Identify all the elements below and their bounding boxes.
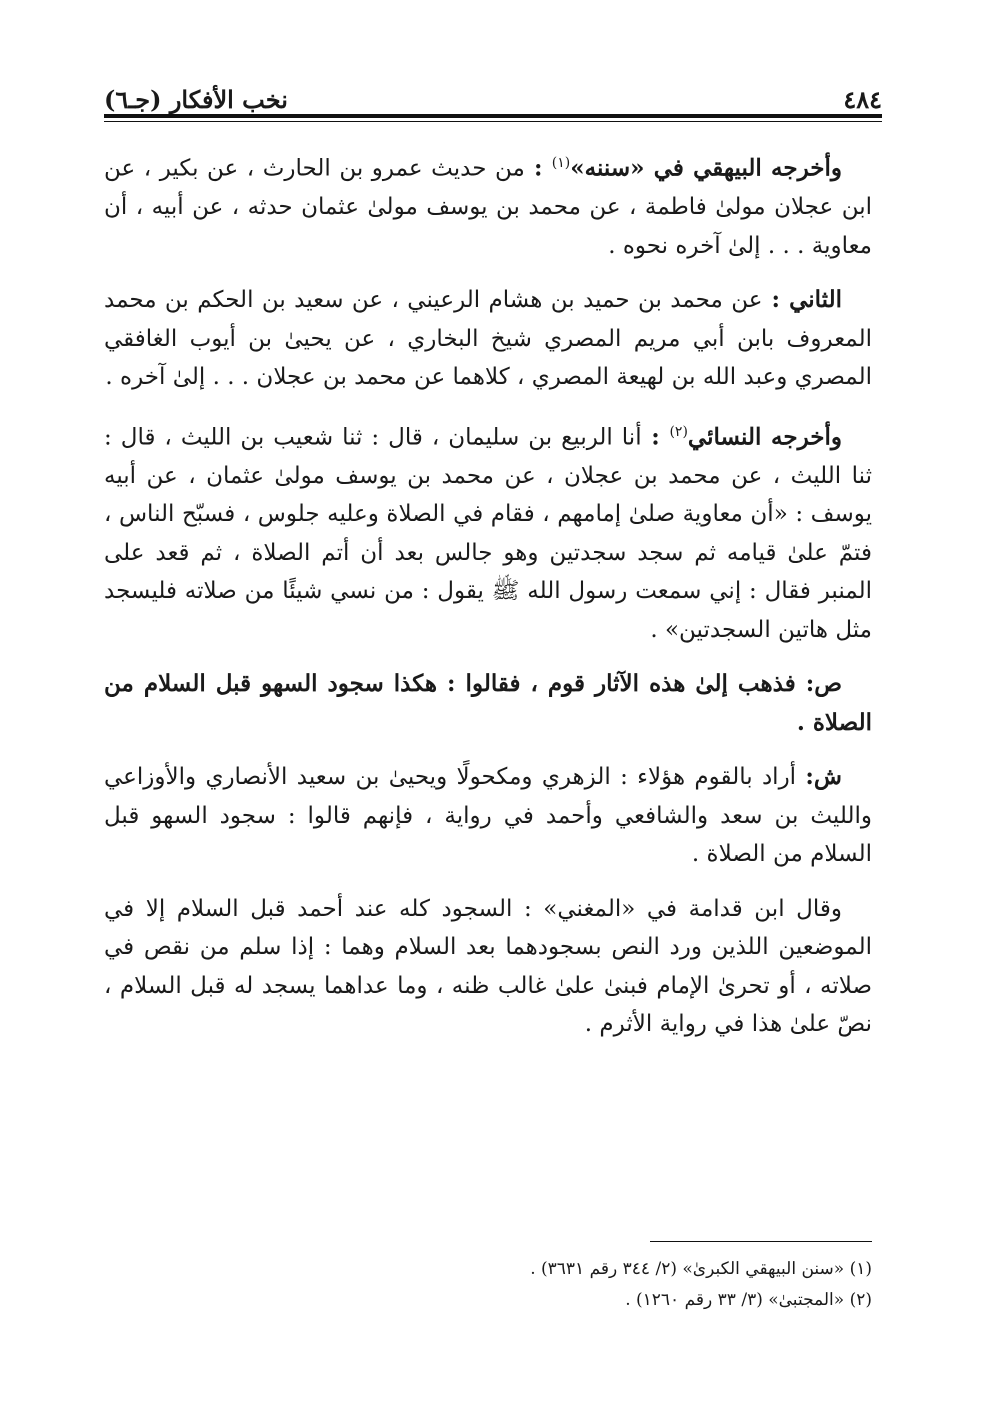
paragraph	[104, 144, 872, 265]
paragraph-lead: الثاني	[789, 286, 842, 314]
paragraph	[104, 758, 872, 874]
paragraph-text: وقال ابن قدامة في «المغني» : السجود كله عند أحمد قبل السلام إلا في الموضعين اللذين ورد النص بسجودهما بعد السلام وهما : إذا سلم من نقص في صلاته ، أو تحرىٰ الإمام فبنىٰ علىٰ غالب ظنه ، وما عداهما يسجد له قبل السلام ، نصّ علىٰ هذا في رواية الأثرم .	[104, 895, 872, 1038]
paragraph-lead: وأخرجه النسائي	[687, 423, 842, 451]
paragraph-lead: وأخرجه البيهقي في «سننه»	[570, 154, 843, 182]
paragraph	[104, 281, 872, 397]
header-rule-thick	[104, 114, 882, 118]
paragraph-text: أنا الربيع بن سليمان ، قال : ثنا شعيب بن الليث ، قال : ثنا الليث ، عن محمد بن عجلان ، عن محمد بن يوسف مولىٰ عثمان ، عن أبيه يوسف : «أن معاوية صلىٰ إمامهم ، فقام في الصلاة وعليه جلوس ، فسبّح الناس ، فتمّ علىٰ قيامه ثم سجد سجدتين وهو جالس بعد أن أتم الصلاة ، ثم قعد على المنبر فقال : إني سمعت رسول الله ﷺ يقول : من نسي شيئًا من صلاته فليسجد مثل هاتين السجدتين» .	[104, 424, 872, 643]
header-rule-thin	[104, 121, 882, 122]
paragraph	[104, 665, 872, 742]
paragraph-lead: ش:	[805, 763, 842, 791]
paragraph-text: من حديث عمرو بن الحارث ، عن بكير ، عن ابن عجلان مولىٰ فاطمة ، عن محمد بن يوسف مولىٰ عثمان حدثه ، عن أبيه ، أن معاوية . . . إلىٰ آخره نحوه .	[104, 155, 872, 259]
footnote: (٢) «المجتبىٰ» (٣/ ٣٣ رقم ١٢٦٠) .	[625, 1290, 872, 1310]
book-title: نخب الأفكار (جـ٦)	[104, 85, 288, 114]
paragraph	[104, 413, 872, 650]
main-text	[104, 144, 872, 1060]
footnote-ref: (١)	[551, 155, 571, 171]
page-header	[104, 70, 882, 114]
paragraph-text: أراد بالقوم هؤلاء : الزهري ومكحولًا ويحيىٰ بن سعيد الأنصاري والأوزاعي والليث بن سعد والشافعي وأحمد في رواية ، فإنهم قالوا : سجود السهو قبل السلام من الصلاة .	[104, 764, 872, 868]
paragraph	[104, 890, 872, 1044]
footnote: (١) «سنن البيهقي الكبرىٰ» (٢/ ٣٤٤ رقم ٣٦٣١) .	[530, 1259, 872, 1279]
paragraph-separator: :	[524, 154, 552, 182]
footnotes	[104, 1254, 872, 1316]
paragraph-separator: :	[762, 286, 790, 314]
footnote-ref: (٢)	[669, 423, 688, 440]
footnote-rule	[650, 1241, 872, 1242]
page-number: ٤٨٤	[843, 85, 882, 114]
paragraph-separator: :	[641, 423, 670, 451]
paragraph-text: عن محمد بن حميد بن هشام الرعيني ، عن سعيد بن الحكم بن محمد المعروف بابن أبي مريم المصري شيخ البخاري ، عن يحيىٰ بن أيوب الغافقي المصري وعبد الله بن لهيعة المصري ، كلاهما عن محمد بن عجلان . . . إلىٰ آخره .	[104, 287, 872, 391]
paragraph-lead: ص: فذهب إلىٰ هذه الآثار قوم ، فقالوا : هكذا سجود السهو قبل السلام من الصلاة .	[104, 670, 872, 736]
